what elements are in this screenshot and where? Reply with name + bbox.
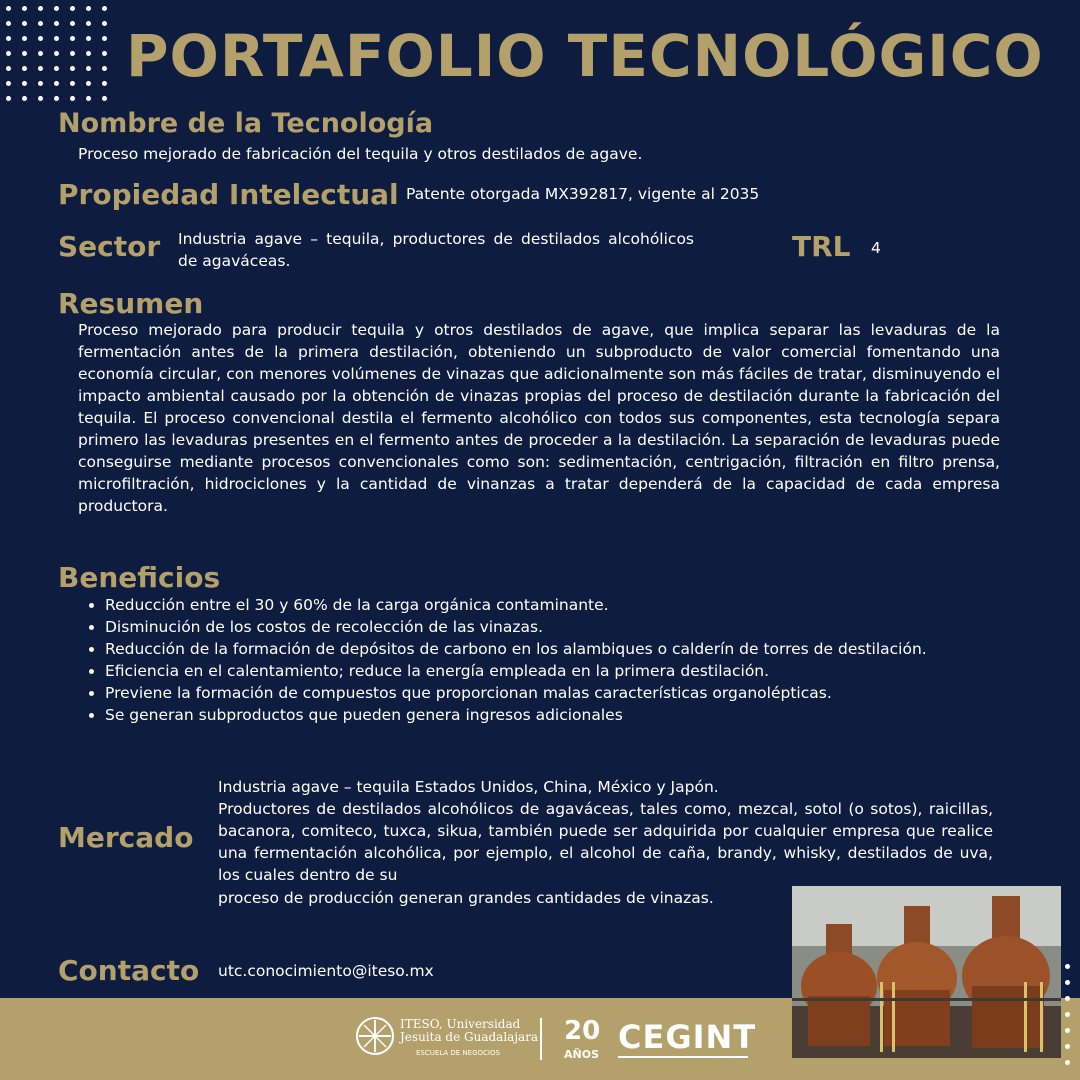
decorative-dot	[54, 21, 59, 26]
iteso-name-line1: ITESO, Universidad	[400, 1017, 521, 1031]
decorative-dot	[38, 6, 43, 11]
decorative-dot	[6, 51, 11, 56]
cegint-brand: CEGINT	[618, 1018, 757, 1056]
decorative-dot	[86, 36, 91, 41]
heading-nombre: Nombre de la Tecnología	[58, 108, 434, 139]
decorative-dot-grid	[6, 6, 112, 106]
decorative-dot	[6, 96, 11, 101]
decorative-dot	[22, 96, 27, 101]
contacto-email[interactable]: utc.conocimiento@iteso.mx	[218, 962, 434, 980]
mercado-line2: Productores de destilados alcohólicos de agaváceas, tales como, mezcal, sotol (o sotos), raicillas, bacanora, comiteco, tuxca, sikua, también puede ser adquirida por cualquier empresa que realice una fermentación alcohólica, por ejemplo, el alcohol de caña, brandy, whisky, destilados de uva, los cuales dentro de su	[218, 800, 993, 884]
decorative-dot	[6, 81, 11, 86]
decorative-dot	[6, 66, 11, 71]
decorative-dot	[86, 96, 91, 101]
decorative-dot	[6, 36, 11, 41]
decorative-dot	[1065, 996, 1070, 1001]
mercado-line3: proceso de producción generan grandes cantidades de vinazas.	[218, 889, 714, 907]
decorative-dot	[102, 81, 107, 86]
mercado-line1: Industria agave – tequila Estados Unidos, China, México y Japón.	[218, 778, 719, 796]
decorative-dot	[86, 6, 91, 11]
decorative-dot	[102, 96, 107, 101]
list-item: • Reducción de la formación de depósitos de carbono en los alambiques o calderín de torres de destilación.	[105, 638, 1019, 660]
decorative-dot	[22, 66, 27, 71]
decorative-dot	[102, 66, 107, 71]
decorative-dot	[54, 6, 59, 11]
decorative-dot	[70, 6, 75, 11]
heading-mercado: Mercado	[58, 821, 194, 854]
decorative-dot	[54, 36, 59, 41]
decorative-dot	[102, 21, 107, 26]
iteso-school: ESCUELA DE NEGOCIOS	[416, 1049, 500, 1057]
list-item: • Se generan subproductos que pueden genera ingresos adicionales	[105, 704, 1019, 726]
decorative-dot	[38, 21, 43, 26]
decorative-dot	[38, 66, 43, 71]
decorative-dot	[1065, 964, 1070, 969]
distillery-photo	[792, 886, 1061, 1058]
decorative-dot	[6, 21, 11, 26]
decorative-dot	[86, 81, 91, 86]
years-number: 20	[564, 1016, 601, 1046]
decorative-dot	[6, 6, 11, 11]
sector-text: Industria agave – tequila, productores de destilados alcohólicos de agaváceas.	[178, 230, 694, 270]
trl-value: 4	[871, 239, 881, 257]
propiedad-text: Patente otorgada MX392817, vigente al 2035	[406, 185, 760, 203]
list-item: • Previene la formación de compuestos que proporcionan malas características organolépticas.	[105, 682, 1019, 704]
decorative-dot	[54, 51, 59, 56]
decorative-dot	[54, 81, 59, 86]
decorative-dot	[1065, 980, 1070, 985]
heading-contacto: Contacto	[58, 954, 200, 987]
decorative-dot	[22, 51, 27, 56]
decorative-dot	[70, 66, 75, 71]
list-item: • Reducción entre el 30 y 60% de la carga orgánica contaminante.	[105, 594, 1019, 616]
decorative-dot	[86, 21, 91, 26]
decorative-dot	[22, 6, 27, 11]
decorative-dot	[22, 81, 27, 86]
heading-beneficios: Beneficios	[58, 561, 221, 594]
decorative-dot	[70, 81, 75, 86]
decorative-dot	[86, 66, 91, 71]
decorative-dot	[38, 51, 43, 56]
heading-resumen: Resumen	[58, 287, 204, 320]
years-label: AÑOS	[564, 1048, 599, 1061]
beneficios-list	[86, 594, 1019, 726]
decorative-dot	[38, 36, 43, 41]
footer-divider	[540, 1018, 542, 1060]
decorative-dot	[102, 36, 107, 41]
decorative-dot	[70, 51, 75, 56]
decorative-dot	[70, 21, 75, 26]
decorative-dot	[1065, 1060, 1070, 1065]
heading-sector: Sector	[58, 230, 161, 263]
decorative-dot	[86, 51, 91, 56]
heading-trl: TRL	[792, 230, 851, 263]
decorative-dot	[1065, 1012, 1070, 1017]
decorative-dot	[22, 36, 27, 41]
decorative-dot	[1065, 1044, 1070, 1049]
copper-stills-image	[792, 886, 1061, 1058]
decorative-dot-column	[1062, 964, 1074, 1074]
decorative-dot	[70, 36, 75, 41]
decorative-dot	[22, 21, 27, 26]
iteso-name-line2: Jesuita de Guadalajara	[400, 1030, 539, 1044]
list-item: • Eficiencia en el calentamiento; reduce la energía empleada en la primera destilación.	[105, 660, 1019, 682]
decorative-dot	[102, 6, 107, 11]
iteso-seal-icon	[355, 1016, 395, 1056]
decorative-dot	[38, 96, 43, 101]
page-title: PORTAFOLIO TECNOLÓGICO	[126, 22, 1044, 90]
decorative-dot	[70, 96, 75, 101]
brand-underline	[618, 1056, 748, 1058]
list-item: • Disminución de los costos de recolección de las vinazas.	[105, 616, 1019, 638]
decorative-dot	[102, 51, 107, 56]
decorative-dot	[1065, 1028, 1070, 1033]
resumen-text: Proceso mejorado para producir tequila y otros destilados de agave, que implica separar las levaduras de la fermentación antes de la primera destilación, obteniendo un subproducto de valor comercial fomentando una economía circular, con menores volúmenes de vinazas que adicionalmente son más fáciles de tratar, disminuyendo el impacto ambiental causado por la obtención de vinazas propias del proceso de destilación durante la fabricación del tequila. El proceso convencional destila el fermento alcohólico con todos sus componentes, esta tecnología separa primero las levaduras presentes en el fermento antes de proceder a la destilación. La separación de levaduras puede conseguirse mediante procesos convencionales como son: sedimentación, centrigación, filtración en filtro prensa, microfiltración, hidrociclones y la cantidad de vinanzas a tratar dependerá de la capacidad de cada empresa productora.	[78, 321, 1000, 515]
decorative-dot	[54, 66, 59, 71]
heading-propiedad: Propiedad Intelectual	[58, 178, 399, 211]
decorative-dot	[38, 81, 43, 86]
decorative-dot	[54, 96, 59, 101]
nombre-text: Proceso mejorado de fabricación del tequila y otros destilados de agave.	[78, 145, 643, 163]
